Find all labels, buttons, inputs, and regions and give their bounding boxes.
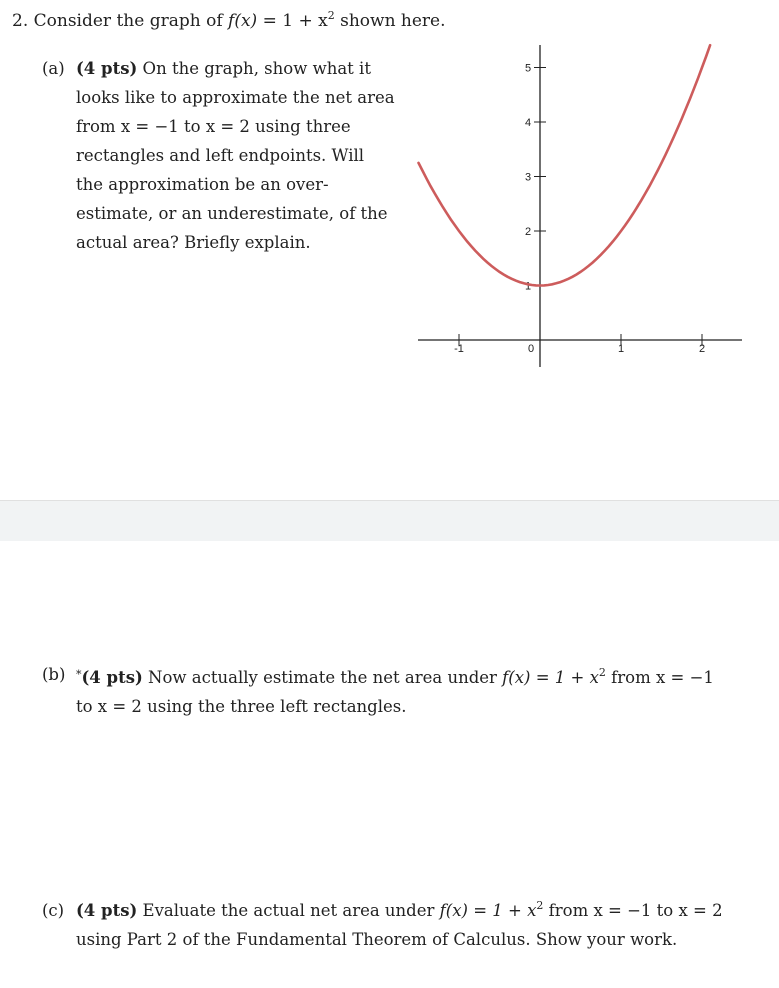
function-rhs: = 1 + x (262, 11, 328, 31)
y-tick-label: 4 (524, 117, 532, 129)
part-b-asterisk: * (76, 668, 82, 681)
part-b-points: (4 pts) (81, 668, 143, 687)
part-a-line-4: rectangles and left endpoints. Will (76, 146, 365, 165)
x-tick-label: -1 (454, 343, 464, 355)
x-tick-label: 0 (527, 343, 535, 355)
y-tick-label: 3 (524, 171, 532, 184)
function-name: f(x) (228, 11, 258, 31)
part-a-label: (a) (42, 59, 65, 78)
part-a-line-5: the approximation be an over- (76, 175, 329, 194)
y-tick-label: 1 (524, 280, 532, 293)
x-tick-label: 2 (698, 343, 706, 355)
part-c-points: (4 pts) (76, 901, 138, 920)
function-exponent: 2 (327, 9, 335, 22)
part-b-line-1: *(4 pts) Now actually estimate the net area under $f(x) = 1 + x^2$ from x = −1 (76, 666, 714, 687)
question-intro: Consider the graph of (33, 11, 223, 31)
part-a-points: (4 pts) (76, 59, 138, 78)
part-b-label: (b) (42, 665, 66, 684)
part-c-line-2: using Part 2 of the Fundamental Theorem of Calculus. Show your work. (76, 930, 678, 949)
page-separator (0, 500, 779, 542)
y-tick-label: 2 (524, 226, 532, 238)
part-b-text (76, 660, 766, 721)
part-a-line-3: from x = −1 to x = 2 using three (76, 117, 351, 136)
part-a-line-2: looks like to approximate the net area (76, 88, 395, 107)
part-a-line-1: (4 pts) On the graph, show what it (76, 59, 371, 78)
part-c-text (76, 896, 766, 954)
x-tick-label: 1 (617, 343, 625, 355)
part-c-line-1: (4 pts) Evaluate the actual net area under $f(x) = 1 + x^2$ from x = −1 to x = 2 (76, 899, 723, 920)
function-curve (419, 45, 711, 285)
part-a-line-6: estimate, or an underestimate, of the (76, 204, 388, 223)
y-tick-label: 5 (524, 62, 532, 75)
part-a-line-7: actual area? Briefly explain. (76, 233, 311, 252)
question-intro-end: shown here. (340, 11, 446, 31)
part-c-label: (c) (42, 901, 65, 920)
question-number: 2. (12, 11, 29, 31)
page-bottom (0, 541, 779, 988)
part-b-line-2: to x = 2 using the three left rectangles. (76, 697, 407, 716)
